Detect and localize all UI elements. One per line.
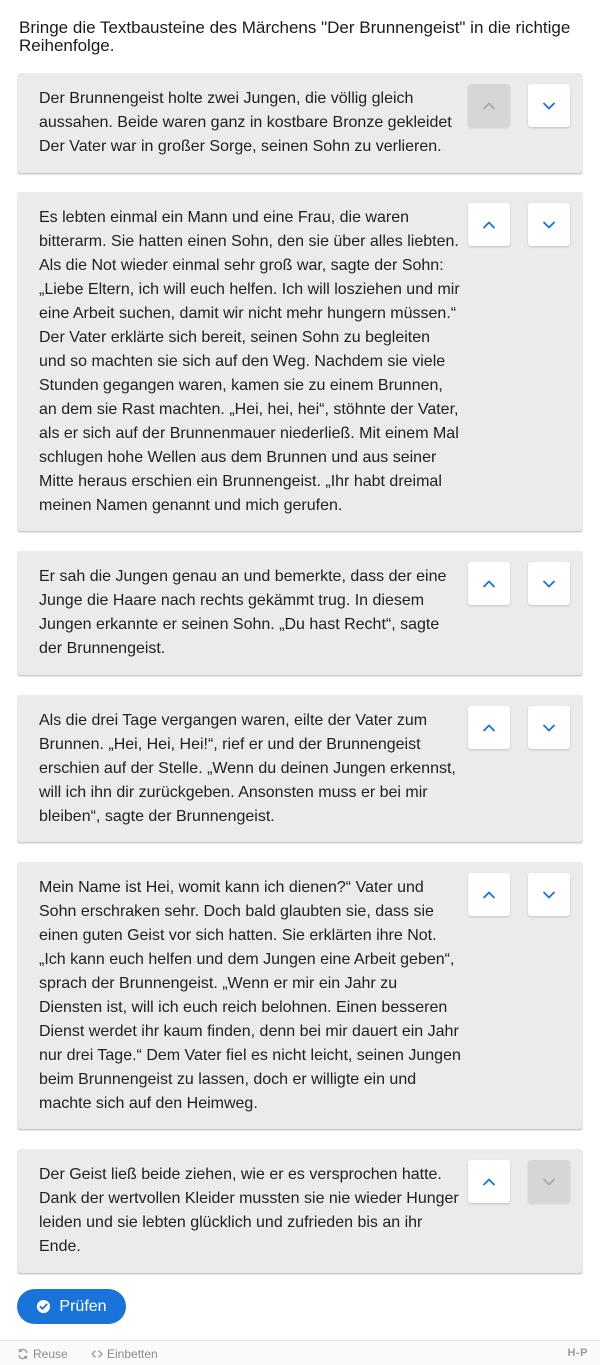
chevron-down-icon (542, 888, 556, 902)
chevron-down-icon (542, 721, 556, 735)
chevron-up-icon (482, 99, 496, 113)
card-text: Der Brunnengeist holte zwei Jungen, die völlig gleich aussahen. Beide waren ganz in kostbare Bronze gekleidet Der Vater war in großer Sorge, seinen Sohn zu verlieren. (39, 90, 452, 155)
task-instruction: Bringe die Textbausteine des Märchens "Der Brunnengeist" in die richtige Reihenfolge. (19, 18, 571, 55)
move-up-button[interactable] (468, 1160, 510, 1203)
reuse-link[interactable] (17, 1347, 68, 1361)
card-text: Er sah die Jungen genau an und bemerkte, dass der eine Junge die Haare nach rechts gekämmt trug. In diesem Jungen erkannte er seinen Sohn. „Du hast Recht“, sagte der Brunnengeist. (39, 568, 447, 657)
sortable-card[interactable] (17, 1149, 583, 1273)
chevron-up-icon (482, 1175, 496, 1189)
h5p-logo[interactable]: H-P (567, 1347, 588, 1359)
check-circle-icon (36, 1299, 51, 1314)
move-up-button[interactable] (468, 84, 510, 127)
chevron-down-icon (542, 218, 556, 232)
move-up-button[interactable] (468, 562, 510, 605)
chevron-up-icon (482, 888, 496, 902)
embed-label: Einbetten (107, 1347, 158, 1361)
card-text: Mein Name ist Hei, womit kann ich dienen?“ Vater und Sohn erschraken sehr. Doch bald glaubten sie, dass sie einen guten Geist vor sich hatten. Sie erklärten ihre Not. „Ich kann euch helfen und dem Jungen eine Arbeit geben“, sprach der Brunnengeist. „Wenn er mir ein Jahr zu Diensten ist, will ich euch reich belohnen. Einen besseren Dienst werdet ihr kaum finden, denn bei mir dauert ein Jahr nur drei Tage.“ Dem Vater fiel es nicht leicht, seinen Jungen beim Brunnengeist zu lassen, doch er willigte ein und machte sich auf den Heimweg. (39, 879, 461, 1112)
move-down-button[interactable] (528, 203, 570, 246)
card-text: Es lebten einmal ein Mann und eine Frau, die waren bitterarm. Sie hatten einen Sohn, den sie über alles liebten. Als die Not wieder einmal sehr groß war, sagte der Sohn: „Liebe Eltern, ich will euch helfen. Ich will losziehen und mir eine Arbeit suchen, damit wir nicht mehr hungern müssen.“ Der Vater erklärte sich bereit, seinen Sohn zu begleiten und so machten sie sich auf den Weg. Nachdem sie viele Stunden gegangen waren, kamen sie zu einem Brunnen, an dem sie Rast machten. „Hei, hei, hei“, stöhnte der Vater, als er sich auf der Brunnenmauer niederließ. Mit einem Mal schlugen hohe Wellen aus dem Brunnen und aus seiner Mitte heraus erschien ein Brunnengeist. „Ihr habt dreimal meinen Namen genannt und mich gerufen. (39, 209, 460, 514)
move-up-button[interactable] (468, 706, 510, 749)
move-up-button[interactable] (468, 203, 510, 246)
move-down-button[interactable] (528, 1160, 570, 1203)
move-up-button[interactable] (468, 873, 510, 916)
reuse-label: Reuse (33, 1347, 68, 1361)
reuse-icon (17, 1348, 29, 1360)
move-down-button[interactable] (528, 84, 570, 127)
check-button-label: Prüfen (59, 1297, 107, 1315)
chevron-up-icon (482, 218, 496, 232)
footer (0, 1340, 600, 1365)
move-down-button[interactable] (528, 873, 570, 916)
sortable-card[interactable] (17, 192, 583, 531)
card-text: Der Geist ließ beide ziehen, wie er es versprochen hatte. Dank der wertvollen Kleider mussten sie nie wieder Hunger leiden und sie lebten glücklich und zufrieden bis an ihr Ende. (39, 1166, 459, 1255)
sortable-card[interactable] (17, 695, 583, 842)
sortable-card[interactable] (17, 551, 583, 675)
embed-link[interactable] (91, 1347, 158, 1361)
check-button[interactable] (17, 1289, 126, 1324)
chevron-down-icon (542, 1175, 556, 1189)
chevron-down-icon (542, 577, 556, 591)
sortable-card[interactable] (17, 73, 583, 173)
chevron-up-icon (482, 721, 496, 735)
move-down-button[interactable] (528, 562, 570, 605)
card-text: Als die drei Tage vergangen waren, eilte der Vater zum Brunnen. „Hei, Hei, Hei!“, rief er und der Brunnengeist erschien auf der Stelle. „Wenn du deinen Jungen erkennst, will ich ihn dir zurückgeben. Ansonsten muss er bei mir bleiben“, sagte der Brunnengeist. (39, 712, 456, 825)
embed-icon (91, 1348, 103, 1360)
chevron-down-icon (542, 99, 556, 113)
sortable-card[interactable] (17, 862, 583, 1129)
move-down-button[interactable] (528, 706, 570, 749)
chevron-up-icon (482, 577, 496, 591)
